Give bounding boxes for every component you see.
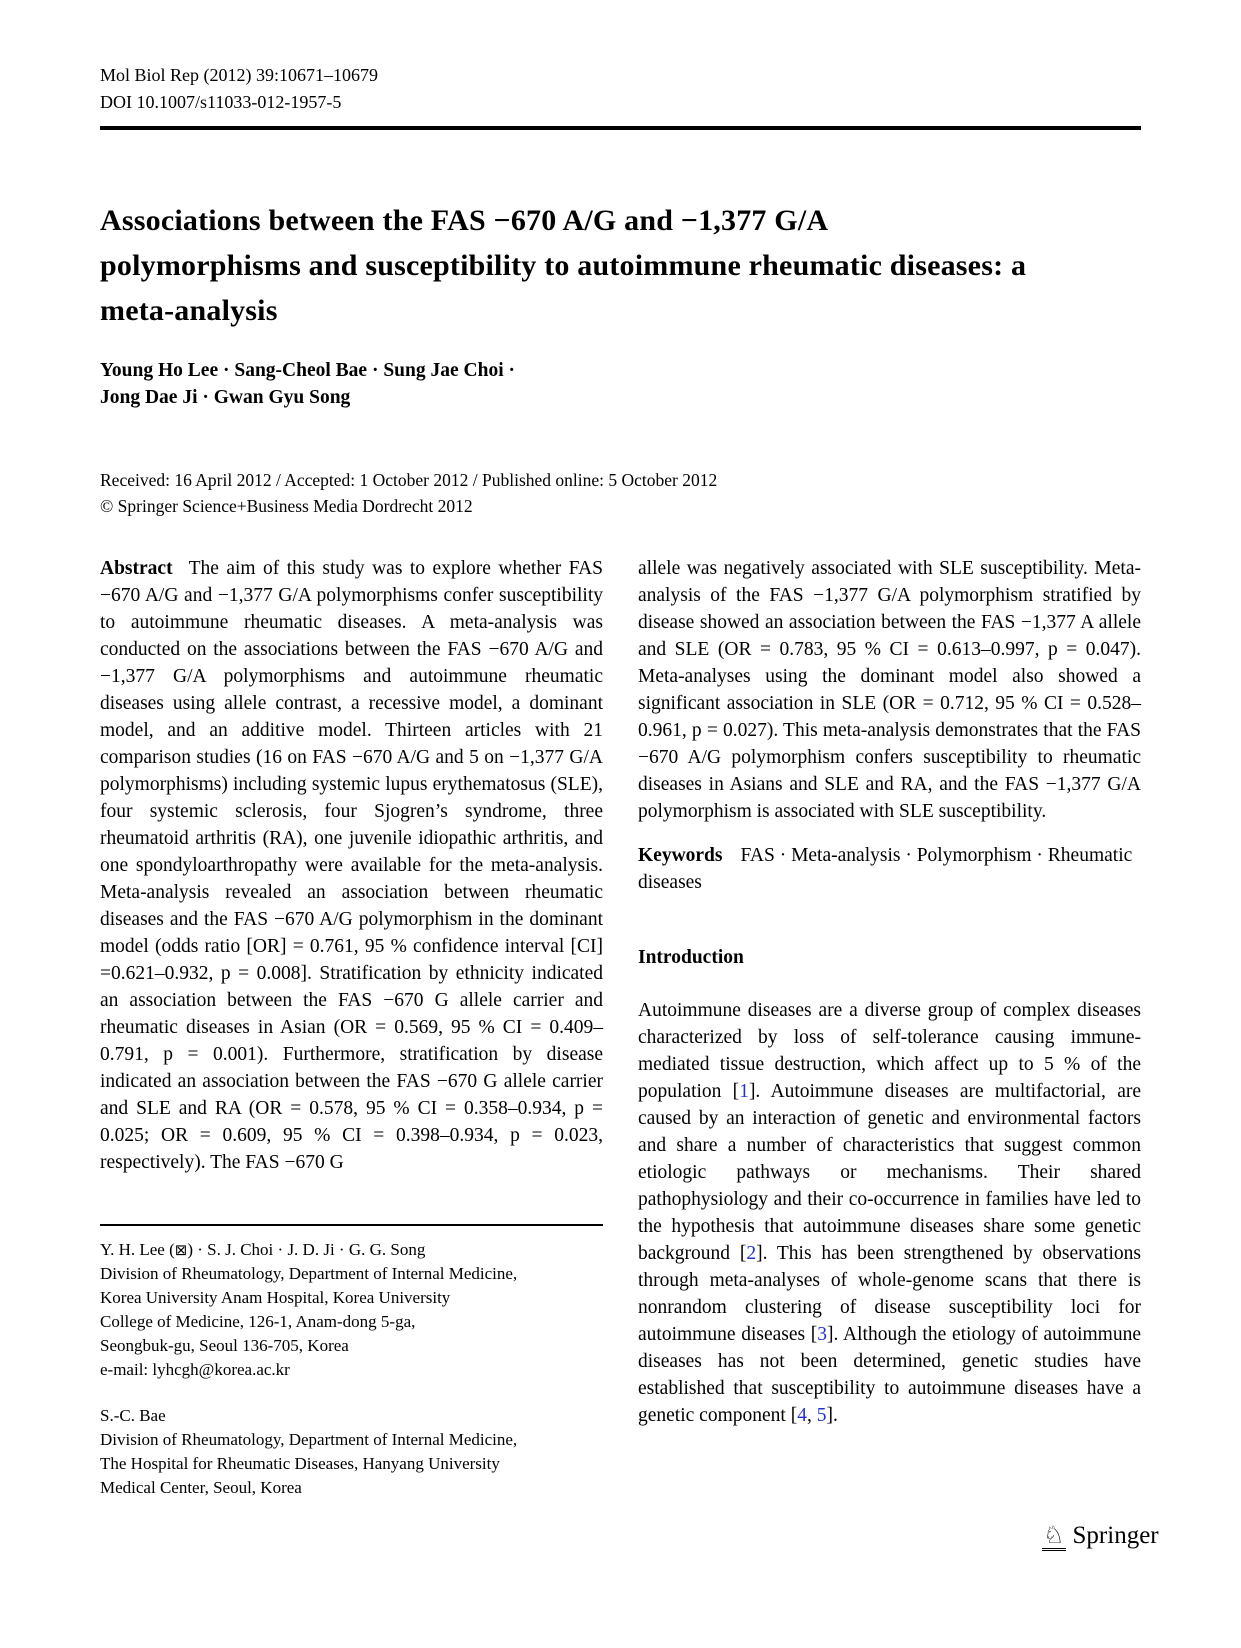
authors-line-1: Young Ho Lee · Sang-Cheol Bae · Sung Jae Choi · bbox=[100, 360, 515, 381]
authors-block bbox=[100, 357, 1141, 411]
keywords-label: Keywords bbox=[638, 845, 723, 866]
authors-line-2: Jong Dae Ji · Gwan Gyu Song bbox=[100, 387, 351, 408]
correspondence-post: ) · S. J. Choi · J. D. Ji · G. G. Song bbox=[187, 1240, 426, 1259]
keywords-block bbox=[638, 842, 1141, 896]
reference-link[interactable]: 5 bbox=[816, 1405, 827, 1426]
copyright-line: © Springer Science+Business Media Dordrecht 2012 bbox=[100, 496, 473, 516]
text-segment: ]. Autoimmune diseases are multifactorial, are caused by an interaction of genetic and environmental factors and share a number of characteristics that suggest common etiologic pathways or mechanisms. Their shared pathophysiology and their co-occurrence in families have led to the hypothesis that autoimmune diseases share some genetic background [ bbox=[638, 1081, 1142, 1264]
left-column bbox=[100, 555, 603, 1500]
affiliation-block-1 bbox=[100, 1262, 603, 1382]
footnote-line: Medical Center, Seoul, Korea bbox=[100, 1478, 302, 1497]
header-divider bbox=[100, 126, 1141, 130]
footnote-line: Division of Rheumatology, Department of Internal Medicine, bbox=[100, 1430, 518, 1449]
footnote-divider bbox=[100, 1224, 603, 1226]
right-column bbox=[638, 555, 1141, 1500]
two-column-body bbox=[100, 555, 1141, 1500]
reference-link[interactable]: 1 bbox=[739, 1081, 749, 1102]
springer-knight-icon: ♘ bbox=[1043, 1520, 1065, 1549]
footnote-line: Seongbuk-gu, Seoul 136-705, Korea bbox=[100, 1336, 349, 1355]
footnote-line: e-mail: lyhcgh@korea.ac.kr bbox=[100, 1360, 290, 1379]
text-segment: , bbox=[806, 1405, 817, 1426]
footnote-line: College of Medicine, 126-1, Anam-dong 5-ga, bbox=[100, 1312, 416, 1331]
introduction-paragraph bbox=[638, 997, 1141, 1429]
dates-block bbox=[100, 467, 1141, 519]
paper-title: Associations between the FAS −670 A/G and −1,377 G/A polymorphisms and susceptibility to autoimmune rheumatic diseases: a meta-analysis bbox=[100, 204, 1027, 327]
text-segment: ]. bbox=[826, 1405, 838, 1426]
abstract-paragraph bbox=[100, 555, 603, 1176]
footnote-area bbox=[100, 1224, 603, 1500]
abstract-label: Abstract bbox=[100, 558, 173, 579]
abstract-text-part1: The aim of this study was to explore whether FAS −670 A/G and −1,377 G/A polymorphisms confer susceptibility to autoimmune rheumatic diseases. A meta-analysis was conducted on the associations between the FAS −670 A/G and −1,377 G/A polymorphisms and autoimmune rheumatic diseases using allele contrast, a recessive model, a dominant model, and an additive model. Thirteen articles with 21 comparison studies (16 on FAS −670 A/G and 5 on −1,377 G/A polymorphisms) including systemic lupus erythematosus (SLE), four systemic sclerosis, four Sjogren’s syndrome, three rheumatoid arthritis (RA), one juvenile idiopathic arthritis, and one spondyloarthropathy were available for the meta-analysis. Meta-analysis revealed an association between rheumatic diseases and the FAS −670 A/G polymorphism in the dominant model (odds ratio [OR] = 0.761, 95 % confidence interval [CI] =0.621–0.932, p = 0.008]. Stratification by ethnicity indicated an association between the FAS −670 G allele carrier and rheumatic diseases in Asian (OR = 0.569, 95 % CI = 0.409–0.791, p = 0.001). Furthermore, stratification by disease indicated an association between the FAS −670 G allele carrier and SLE and RA (OR = 0.578, 95 % CI = 0.358–0.934, p = 0.025; OR = 0.609, 95 % CI = 0.398–0.934, p = 0.023, respectively). The FAS −670 G bbox=[100, 558, 603, 1173]
text-segment: ]. Although the etiology of autoimmune diseases has not been determined, genetic studies have established that susceptibility to autoimmune diseases have a genetic component [ bbox=[638, 1324, 1142, 1426]
envelope-icon: ⊠ bbox=[174, 1241, 188, 1259]
text-segment: Autoimmune diseases are a diverse group of complex diseases characterized by loss of self-tolerance causing immune-mediated tissue destruction, which affect up to 5 % of the population [ bbox=[638, 1000, 1141, 1102]
correspondence-pre: Y. H. Lee ( bbox=[100, 1240, 175, 1259]
reference-link[interactable]: 2 bbox=[746, 1243, 757, 1264]
footnote-line: Division of Rheumatology, Department of Internal Medicine, bbox=[100, 1264, 518, 1283]
footnote-line: Korea University Anam Hospital, Korea University bbox=[100, 1288, 451, 1307]
keywords-text: FAS · Meta-analysis · Polymorphism · Rheumatic diseases bbox=[638, 845, 1133, 893]
springer-logo bbox=[1042, 1518, 1159, 1554]
text-segment: ]. This has been strengthened by observations through meta-analyses of whole-genome scans that there is nonrandom clustering of disease susceptibility loci for autoimmune diseases [ bbox=[638, 1243, 1141, 1345]
introduction-heading: Introduction bbox=[638, 947, 744, 968]
journal-citation: Mol Biol Rep (2012) 39:10671–10679 bbox=[100, 65, 378, 85]
footnote-line: S.-C. Bae bbox=[100, 1406, 166, 1425]
received-accepted-line: Received: 16 April 2012 / Accepted: 1 October 2012 / Published online: 5 October 2012 bbox=[100, 470, 718, 490]
springer-wordmark: Springer bbox=[1072, 1522, 1159, 1549]
reference-link[interactable]: 4 bbox=[797, 1405, 807, 1426]
reference-link[interactable]: 3 bbox=[817, 1324, 828, 1345]
doi-line: DOI 10.1007/s11033-012-1957-5 bbox=[100, 92, 342, 112]
affiliation-block-2 bbox=[100, 1404, 603, 1500]
abstract-continuation: allele was negatively associated with SLE susceptibility. Meta-analysis of the FAS −1,377 G/A polymorphism stratified by disease showed an association between the FAS −1,377 A allele and SLE (OR = 0.783, 95 % CI = 0.613–0.997, p = 0.047). Meta-analyses using the dominant model also showed a significant association in SLE (OR = 0.712, 95 % CI = 0.528–0.961, p = 0.027). This meta-analysis demonstrates that the FAS −670 A/G polymorphism confers susceptibility to rheumatic diseases in Asians and SLE and RA, and the FAS −1,377 G/A polymorphism is associated with SLE susceptibility. bbox=[638, 558, 1141, 822]
footnote-line: The Hospital for Rheumatic Diseases, Hanyang University bbox=[100, 1454, 500, 1473]
correspondence-line bbox=[100, 1238, 603, 1262]
page-content bbox=[100, 0, 1141, 1500]
